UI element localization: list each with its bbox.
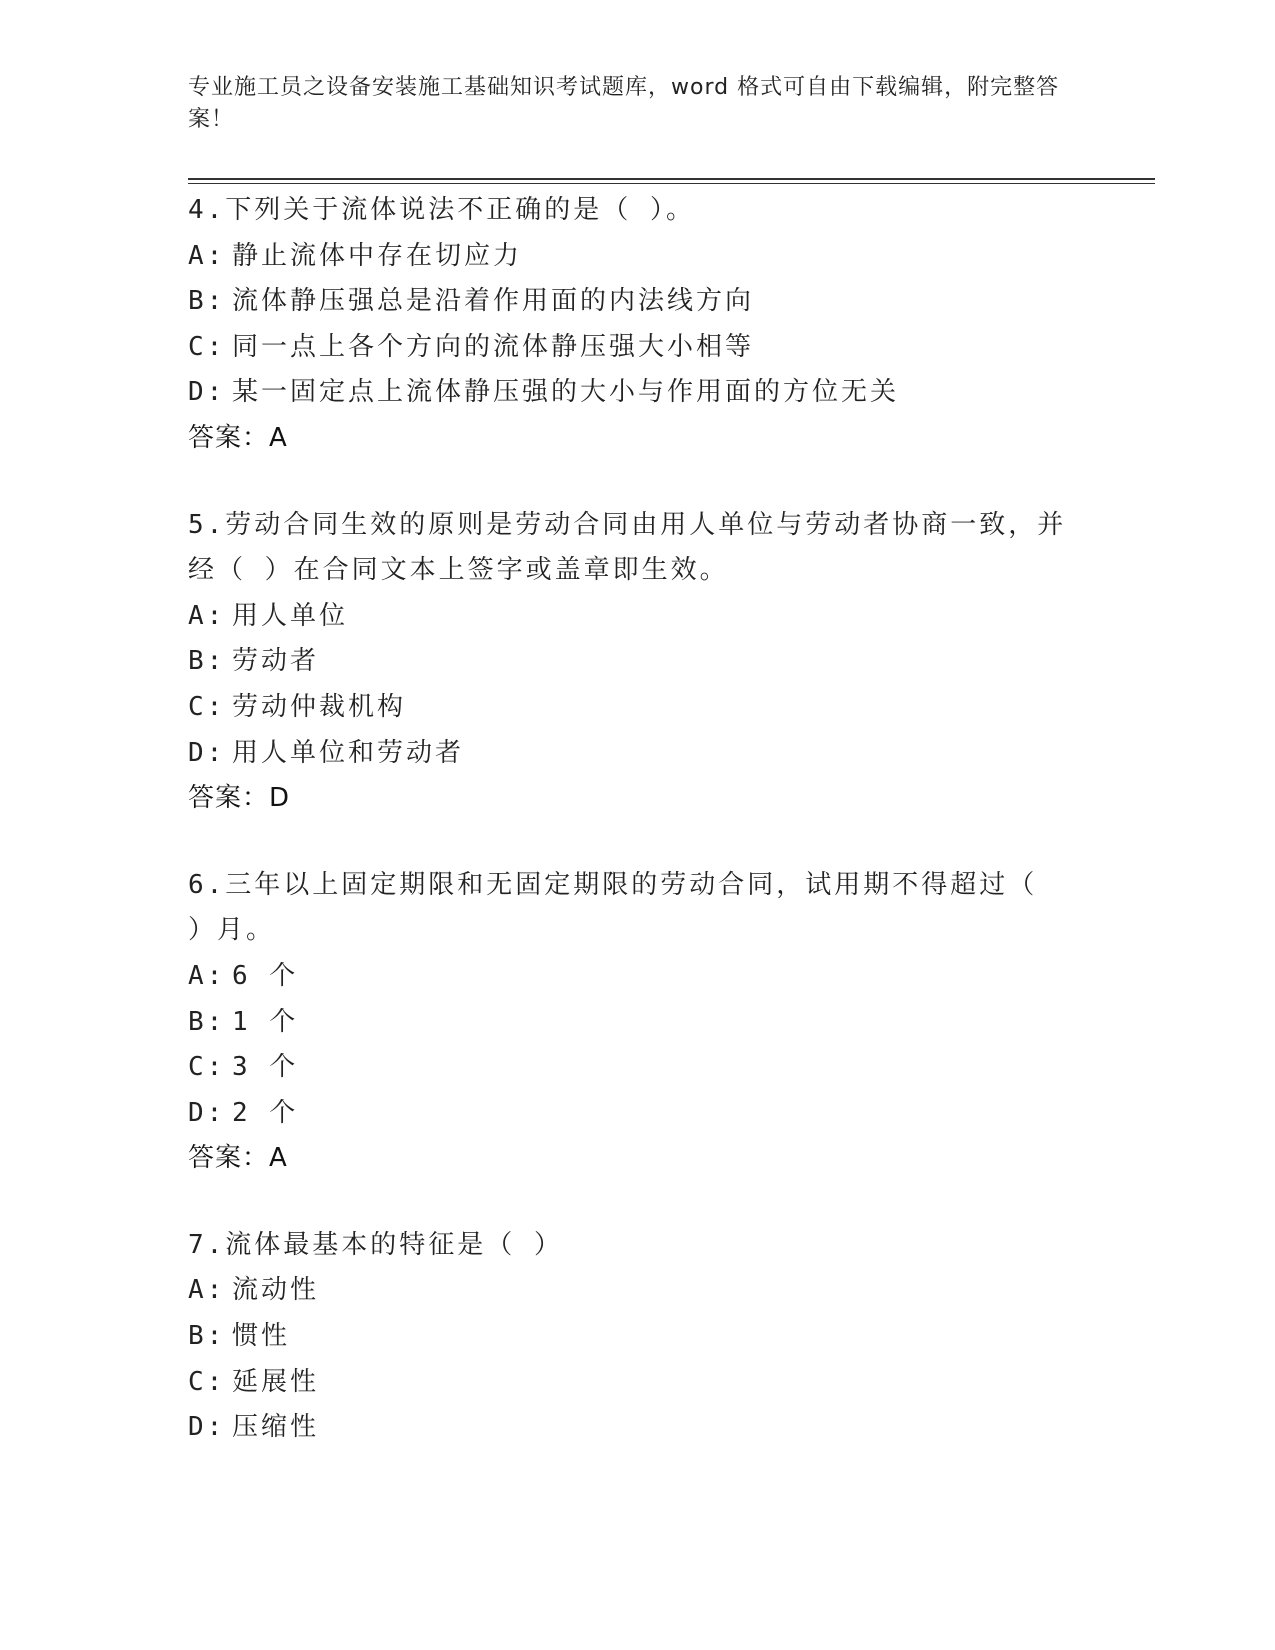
option-prefix: D: xyxy=(188,1412,226,1443)
option-text: 流动性 xyxy=(232,1275,320,1306)
option-text: 延展性 xyxy=(232,1366,320,1397)
option-c xyxy=(188,1360,1068,1406)
option-prefix: D: xyxy=(188,1097,226,1128)
option-text: 惯性 xyxy=(232,1321,291,1352)
option-text: 静止流体中存在切应力 xyxy=(232,240,523,271)
question-stem: 5.劳动合同生效的原则是劳动合同由用人单位与劳动者协商一致，并经（ ）在合同文本上签字或盖章即生效。 xyxy=(188,509,1067,586)
option-text: 用人单位 xyxy=(232,600,349,631)
option-d xyxy=(188,370,1068,416)
answer-line: 答案：A xyxy=(188,1143,288,1174)
option-text: 用人单位和劳动者 xyxy=(232,737,465,768)
option-d xyxy=(188,1405,1068,1451)
option-text: 6 个 xyxy=(232,960,299,991)
answer-line: 答案：D xyxy=(188,783,291,814)
option-b xyxy=(188,639,1068,685)
option-prefix: C: xyxy=(188,1366,226,1397)
option-b xyxy=(188,1314,1068,1360)
question-4 xyxy=(188,188,1068,462)
option-a xyxy=(188,234,1068,280)
option-prefix: C: xyxy=(188,691,226,722)
option-prefix: D: xyxy=(188,737,226,768)
option-prefix: A: xyxy=(188,960,226,991)
option-prefix: B: xyxy=(188,646,226,677)
document-header: 专业施工员之设备安装施工基础知识考试题库，word 格式可自由下载编辑，附完整答案！ xyxy=(188,75,1060,132)
option-a xyxy=(188,954,1068,1000)
option-c xyxy=(188,685,1068,731)
option-prefix: C: xyxy=(188,331,226,362)
option-text: 劳动仲裁机构 xyxy=(232,691,407,722)
answer-line: 答案：A xyxy=(188,422,288,453)
option-d xyxy=(188,731,1068,777)
question-stem: 6.三年以上固定期限和无固定期限的劳动合同，试用期不得超过（ ）月。 xyxy=(188,869,1056,946)
option-prefix: B: xyxy=(188,1321,226,1352)
question-stem: 7.流体最基本的特征是（ ） xyxy=(188,1229,563,1260)
header-divider-thin xyxy=(188,183,1155,184)
option-b xyxy=(188,279,1068,325)
header-divider-thick xyxy=(188,178,1155,180)
option-text: 同一点上各个方向的流体静压强大小相等 xyxy=(232,331,755,362)
option-b xyxy=(188,1000,1068,1046)
option-text: 3 个 xyxy=(232,1052,299,1083)
question-7 xyxy=(188,1223,1068,1451)
option-text: 1 个 xyxy=(232,1006,299,1037)
option-prefix: B: xyxy=(188,286,226,317)
option-text: 流体静压强总是沿着作用面的内法线方向 xyxy=(232,286,755,317)
option-d xyxy=(188,1091,1068,1137)
question-list xyxy=(188,188,1068,1492)
option-text: 某一固定点上流体静压强的大小与作用面的方位无关 xyxy=(232,377,900,408)
option-text: 劳动者 xyxy=(232,646,320,677)
option-prefix: A: xyxy=(188,600,226,631)
option-text: 2 个 xyxy=(232,1097,299,1128)
option-text: 压缩性 xyxy=(232,1412,320,1443)
option-a xyxy=(188,594,1068,640)
option-prefix: B: xyxy=(188,1006,226,1037)
option-prefix: D: xyxy=(188,377,226,408)
question-6 xyxy=(188,863,1068,1182)
option-prefix: C: xyxy=(188,1052,226,1083)
option-a xyxy=(188,1268,1068,1314)
option-c xyxy=(188,1045,1068,1091)
option-prefix: A: xyxy=(188,1275,226,1306)
question-stem: 4.下列关于流体说法不正确的是（ ）。 xyxy=(188,195,695,225)
option-c xyxy=(188,325,1068,371)
question-5 xyxy=(188,503,1068,822)
option-prefix: A: xyxy=(188,240,226,271)
